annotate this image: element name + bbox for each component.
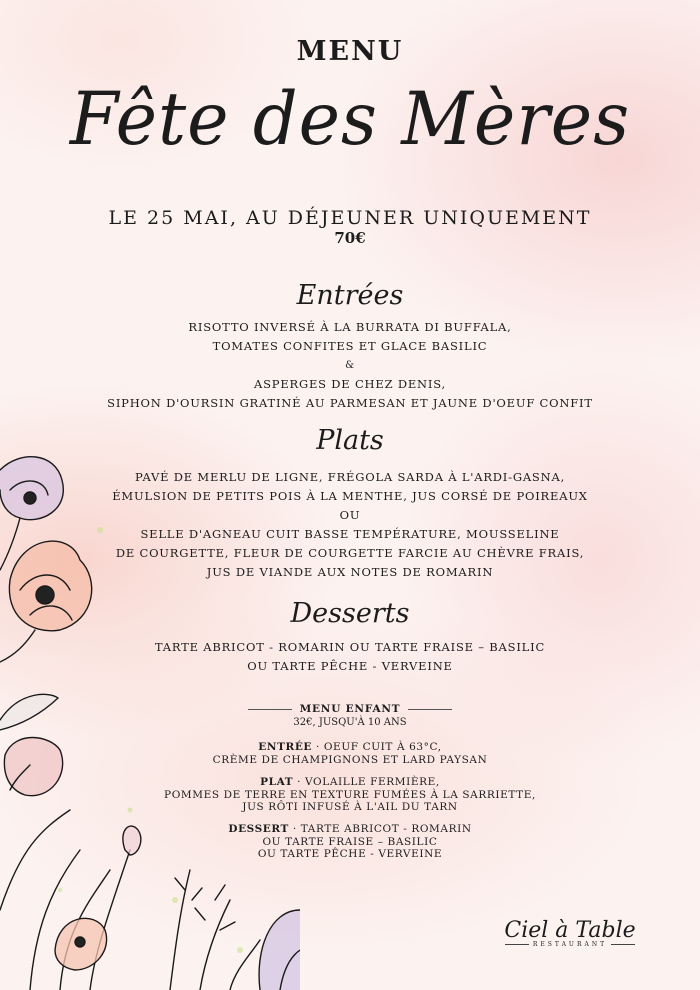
kids-menu-price: 32€, JUSQU'À 10 ANS [293,717,407,728]
kids-menu-title: MENU ENFANT [299,703,401,715]
plat-line: DE COURGETTE, FLEUR DE COURGETTE FARCIE AU CHÈVRE FRAIS, [115,546,585,560]
entree-separator: & [345,360,355,371]
plat-separator: OU [339,508,361,522]
section-title-entrees: Entrées [296,280,404,311]
dessert-line: OU TARTE PÊCHE - VERVEINE [247,659,453,673]
kids-dessert [0,823,700,861]
divider [611,944,635,945]
menu-price: 70€ [334,229,366,247]
kids-plat-line: POMMES DE TERRE EN TEXTURE FUMÉES À LA SARRIETTE, [164,788,536,801]
entrees-list [0,318,700,413]
entree-line: RISOTTO INVERSÉ À LA BURRATA DI BUFFALA, [188,320,512,334]
divider [408,709,452,710]
kids-plat-line: · VOLAILLE FERMIÈRE, [293,776,440,788]
plat-line: PAVÉ DE MERLU DE LIGNE, FRÉGOLA SARDA À L'ARDI-GASNA, [134,470,566,484]
page-title: Fête des Mères [69,75,631,163]
date-line: LE 25 MAI, AU DÉJEUNER UNIQUEMENT [108,207,592,229]
kids-dessert-line: · TARTE ABRICOT - ROMARIN [288,823,472,835]
kids-plat [0,776,700,814]
kids-dessert-line: OU TARTE FRAISE – BASILIC [262,835,438,848]
divider [248,709,292,710]
divider [505,944,529,945]
desserts-list [0,638,700,676]
restaurant-logo [500,918,640,948]
plat-line: SELLE D'AGNEAU CUIT BASSE TEMPÉRATURE, MOUSSELINE [140,527,560,541]
kids-entree [0,741,700,766]
menu-heading: MENU [296,36,404,67]
kids-dessert-label: DESSERT [228,823,289,835]
entree-line: TOMATES CONFITES ET GLACE BASILIC [212,339,488,353]
plat-line: ÉMULSION DE PETITS POIS À LA MENTHE, JUS CORSÉ DE POIREAUX [112,489,588,503]
kids-plat-line: JUS RÔTI INFUSÉ À L'AIL DU TARN [242,801,458,813]
section-title-desserts: Desserts [290,598,410,629]
plats-list [0,468,700,582]
entree-line: ASPERGES DE CHEZ DENIS, [254,377,446,391]
kids-entree-line: · OEUF CUIT À 63°C, [312,741,442,753]
dessert-line: TARTE ABRICOT - ROMARIN OU TARTE FRAISE – BASILIC [154,640,546,654]
kids-entree-label: ENTRÉE [258,741,313,753]
kids-plat-label: PLAT [260,776,294,788]
section-title-plats: Plats [316,425,384,456]
plat-line: JUS DE VIANDE AUX NOTES DE ROMARIN [206,565,494,579]
kids-dessert-line: OU TARTE PÊCHE - VERVEINE [257,848,443,860]
logo-name: Ciel à Table [504,918,636,943]
entree-line: SIPHON D'OURSIN GRATINÉ AU PARMESAN ET JAUNE D'OEUF CONFIT [107,396,593,410]
logo-sub-text: RESTAURANT [532,941,608,948]
kids-menu-heading [0,703,700,715]
kids-entree-line: CRÈME DE CHAMPIGNONS ET LARD PAYSAN [212,753,488,766]
